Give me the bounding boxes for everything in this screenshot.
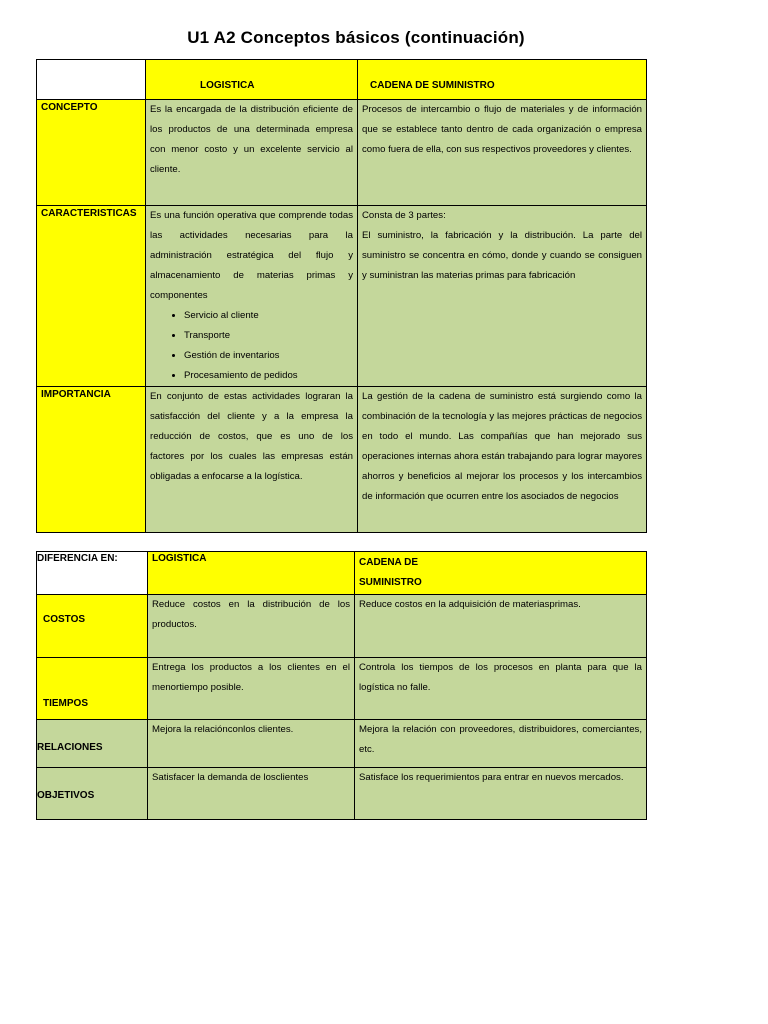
- row-label-tiempos: TIEMPOS: [37, 658, 148, 720]
- row-label-costos: COSTOS: [37, 595, 148, 658]
- caracteristicas-list: [150, 306, 353, 386]
- header-logistica: LOGISTICA: [146, 60, 358, 100]
- tiempos-cadena-cell: Controla los tiempos de los procesos en planta para que la logística no falle.: [355, 658, 647, 720]
- header-cadena: CADENA DE SUMINISTRO: [358, 60, 647, 100]
- row-label-objetivos: OBJETIVOS: [37, 768, 148, 820]
- row-label-relaciones: RELACIONES: [37, 720, 148, 768]
- caracteristicas-cadena-intro: Consta de 3 partes:: [362, 210, 446, 221]
- differences-table: [36, 551, 647, 820]
- header-cadena: [355, 552, 647, 595]
- table-header-row: [37, 60, 647, 100]
- header-logistica: LOGISTICA: [148, 552, 355, 595]
- empty-header-cell: [37, 60, 146, 100]
- list-item: • Servicio al cliente: [184, 306, 353, 326]
- page-title: U1 A2 Conceptos básicos (continuación): [187, 28, 525, 47]
- caracteristicas-logistica-cell: [146, 206, 358, 387]
- header-cadena-line2: SUMINISTRO: [359, 577, 422, 588]
- tiempos-logistica-cell: Entrega los productos a los clientes en el menortiempo posible.: [148, 658, 355, 720]
- table-row-costos: [37, 595, 647, 658]
- row-label-caracteristicas: CARACTERISTICAS: [37, 206, 146, 387]
- importancia-cadena-cell: La gestión de la cadena de suministro está surgiendo como la combinación de la tecnología y las mejores prácticas de negocios en todo el mundo. Las compañías que han mejorado sus operaciones internas ahora están trabajando para lograr mayores ahorros y beneficios al mejorar los procesos y los intercambios de información que ocurren entre los asociados de negocios: [358, 387, 647, 533]
- objetivos-cadena-cell: Satisface los requerimientos para entrar en nuevos mercados.: [355, 768, 647, 820]
- table-header-row: [37, 552, 647, 595]
- table-row-importancia: [37, 387, 647, 533]
- relaciones-cadena-cell: Mejora la relación con proveedores, distribuidores, comerciantes, etc.: [355, 720, 647, 768]
- importancia-logistica-cell: En conjunto de estas actividades lograran la satisfacción del cliente y a la empresa la reducción de costos, que es uno de los factores por los cuales las empresas están obligadas a enfocarse a la logística.: [146, 387, 358, 533]
- table-row-objetivos: [37, 768, 647, 820]
- caracteristicas-cadena-cell: [358, 206, 647, 387]
- caracteristicas-logistica-text: Es una función operativa que comprende todas las actividades necesarias para la administración estratégica del flujo y almacenamiento de materias primas y componentes: [150, 210, 353, 301]
- objetivos-logistica-cell: Satisfacer la demanda de losclientes: [148, 768, 355, 820]
- table-row-relaciones: [37, 720, 647, 768]
- header-cadena-line1: CADENA DE: [359, 557, 419, 568]
- caracteristicas-cadena-text: El suministro, la fabricación y la distribución. La parte del suministro se concentra en cómo, donde y cuando se consiguen y suministran las materias primas para fabricación: [362, 230, 642, 281]
- relaciones-logistica-cell: Mejora la relaciónconlos clientes.: [148, 720, 355, 768]
- table-row-tiempos: [37, 658, 647, 720]
- list-item: • Procesamiento de pedidos: [184, 366, 353, 386]
- table-row-caracteristicas: [37, 206, 647, 387]
- costos-logistica-cell: Reduce costos en la distribución de los productos.: [148, 595, 355, 658]
- list-item: • Gestión de inventarios: [184, 346, 353, 366]
- list-item: • Transporte: [184, 326, 353, 346]
- concepto-cadena-cell: Procesos de intercambio o flujo de materiales y de información que se establece tanto dentro de cada organización o empresa como fuera de ella, con sus respectivos proveedores y clientes.: [358, 100, 647, 206]
- concepts-table: [36, 59, 647, 533]
- table-row-concepto: [37, 100, 647, 206]
- row-label-importancia: IMPORTANCIA: [37, 387, 146, 533]
- header-diferencia: DIFERENCIA EN:: [37, 552, 148, 595]
- concepto-logistica-cell: Es la encargada de la distribución eficiente de los productos de una determinada empresa con menor costo y un excelente servicio al cliente.: [146, 100, 358, 206]
- row-label-concepto: CONCEPTO: [37, 100, 146, 206]
- costos-cadena-cell: Reduce costos en la adquisición de materiasprimas.: [355, 595, 647, 658]
